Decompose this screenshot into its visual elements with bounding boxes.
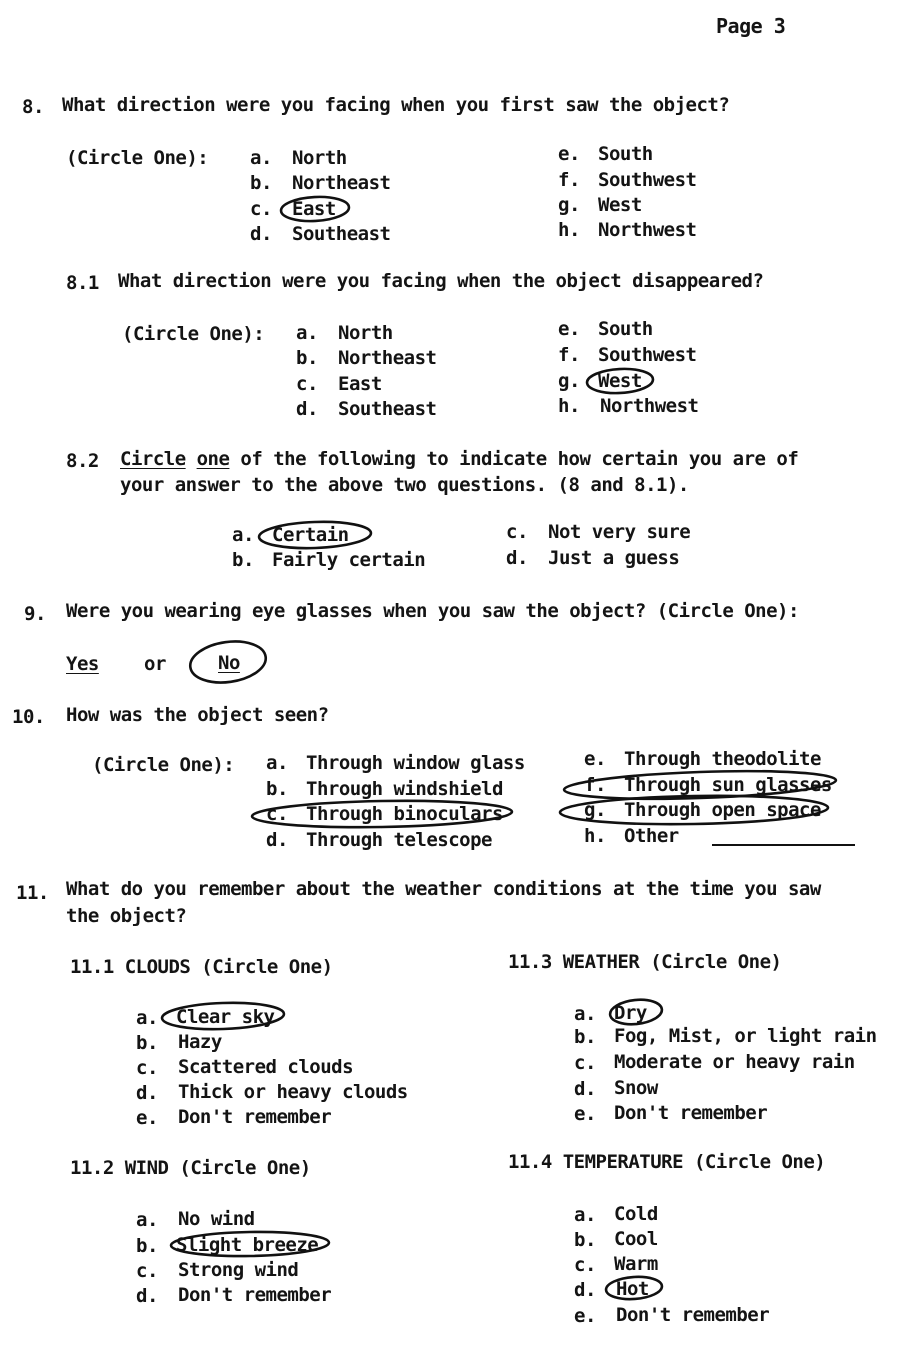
q82-opt-a-letter: a.: [232, 524, 254, 546]
q81-opt-f-letter: f.: [558, 344, 580, 366]
q11-3-opt-c[interactable]: Moderate or heavy rain: [614, 1051, 855, 1073]
q10-opt-e[interactable]: Through theodolite: [624, 748, 821, 770]
q10-opt-d-letter: d.: [266, 829, 288, 851]
q11-number: 11.: [16, 882, 49, 904]
q9-or: or: [144, 653, 166, 675]
q82-text-line2: your answer to the above two questions. (8 and 8.1).: [120, 474, 689, 496]
q11-4-opt-b-letter: b.: [574, 1229, 596, 1251]
q8-opt-h[interactable]: Northwest: [598, 219, 697, 241]
q10-number: 10.: [12, 706, 45, 728]
q10-opt-a[interactable]: Through window glass: [306, 752, 525, 774]
q82-text-rest: of the following to indicate how certain you are of: [240, 448, 799, 470]
q11-2-opt-a-letter: a.: [136, 1209, 158, 1231]
q11-4-opt-e-letter: e.: [574, 1305, 596, 1327]
q11-1-opt-c[interactable]: Scattered clouds: [178, 1056, 354, 1078]
q11-3-opt-b-letter: b.: [574, 1026, 596, 1048]
q10-opt-c-letter: c.: [266, 803, 288, 825]
q8-text: What direction were you facing when you first saw the object?: [62, 94, 730, 116]
q82-opt-d-letter: d.: [506, 547, 528, 569]
q11-4-opt-c-letter: c.: [574, 1254, 596, 1276]
q11-4-opt-a-letter: a.: [574, 1204, 596, 1226]
q81-opt-b[interactable]: Northeast: [338, 347, 437, 369]
q81-opt-b-letter: b.: [296, 347, 318, 369]
q81-opt-d[interactable]: Southeast: [338, 398, 437, 420]
q82-opt-d[interactable]: Just a guess: [548, 547, 680, 569]
q11-1-opt-e-letter: e.: [136, 1107, 158, 1129]
q10-opt-g[interactable]: Through open space: [624, 799, 821, 821]
q81-opt-e-letter: e.: [558, 318, 580, 340]
q8-opt-b[interactable]: Northeast: [292, 172, 391, 194]
q11-1-heading: 11.1 CLOUDS (Circle One): [70, 956, 333, 978]
q11-1-opt-b-letter: b.: [136, 1032, 158, 1054]
q11-4-opt-c[interactable]: Warm: [614, 1253, 658, 1275]
q11-1-opt-c-letter: c.: [136, 1057, 158, 1079]
q82-opt-c-letter: c.: [506, 521, 528, 543]
q10-opt-c[interactable]: Through binoculars: [306, 803, 503, 825]
q81-instruction: (Circle One):: [122, 323, 265, 345]
q10-opt-b[interactable]: Through windshield: [306, 778, 503, 800]
q82-opt-a[interactable]: Certain: [272, 524, 349, 546]
q8-opt-d[interactable]: Southeast: [292, 223, 391, 245]
q10-opt-e-letter: e.: [584, 748, 606, 770]
q81-opt-c-letter: c.: [296, 373, 318, 395]
q11-3-opt-e[interactable]: Don't remember: [614, 1102, 768, 1124]
q11-3-opt-d-letter: d.: [574, 1078, 596, 1100]
q8-opt-f-letter: f.: [558, 169, 580, 191]
q8-opt-c-letter: c.: [250, 198, 272, 220]
q11-3-opt-c-letter: c.: [574, 1052, 596, 1074]
q11-1-opt-a[interactable]: Clear sky: [176, 1006, 275, 1028]
q10-opt-h[interactable]: Other: [624, 825, 679, 847]
q11-3-opt-d[interactable]: Snow: [614, 1077, 658, 1099]
q11-4-opt-d-letter: d.: [574, 1279, 596, 1301]
q9-number: 9.: [24, 603, 46, 625]
q11-2-opt-b[interactable]: Slight breeze: [176, 1234, 319, 1256]
q11-1-opt-d-letter: d.: [136, 1082, 158, 1104]
q11-1-opt-e[interactable]: Don't remember: [178, 1106, 332, 1128]
q10-opt-h-letter: h.: [584, 825, 606, 847]
q11-3-opt-a[interactable]: Dry: [614, 1002, 647, 1024]
q11-1-opt-d[interactable]: Thick or heavy clouds: [178, 1081, 408, 1103]
q8-opt-e-letter: e.: [558, 143, 580, 165]
q81-number: 8.1: [66, 272, 99, 294]
q11-2-heading: 11.2 WIND (Circle One): [70, 1157, 311, 1179]
q8-opt-h-letter: h.: [558, 219, 580, 241]
q81-opt-c[interactable]: East: [338, 373, 382, 395]
q81-opt-h-letter: h.: [558, 395, 580, 417]
q8-opt-a-letter: a.: [250, 147, 272, 169]
q11-2-opt-d[interactable]: Don't remember: [178, 1284, 332, 1306]
q9-no[interactable]: No: [218, 652, 240, 674]
q11-3-heading: 11.3 WEATHER (Circle One): [508, 951, 782, 973]
q81-opt-f[interactable]: Southwest: [598, 344, 697, 366]
q10-opt-f-letter: f.: [584, 774, 606, 796]
q9-text: Were you wearing eye glasses when you saw the object? (Circle One):: [66, 600, 799, 622]
q11-3-opt-b[interactable]: Fog, Mist, or light rain: [614, 1025, 877, 1047]
q11-4-opt-b[interactable]: Cool: [614, 1228, 658, 1250]
q8-opt-f[interactable]: Southwest: [598, 169, 697, 191]
q10-opt-d[interactable]: Through telescope: [306, 829, 492, 851]
q8-number: 8.: [22, 96, 44, 118]
q11-1-opt-a-letter: a.: [136, 1007, 158, 1029]
q11-2-opt-c-letter: c.: [136, 1260, 158, 1282]
q10-opt-g-letter: g.: [584, 799, 606, 821]
q10-opt-b-letter: b.: [266, 778, 288, 800]
q8-opt-a[interactable]: North: [292, 147, 347, 169]
q11-text-line2: the object?: [66, 905, 187, 927]
q81-opt-a[interactable]: North: [338, 322, 393, 344]
q11-3-opt-a-letter: a.: [574, 1003, 596, 1025]
q8-opt-g-letter: g.: [558, 194, 580, 216]
q81-opt-h[interactable]: Northwest: [600, 395, 699, 417]
q82-text-line1: [120, 450, 798, 469]
q8-opt-e[interactable]: South: [598, 143, 653, 165]
q11-2-opt-d-letter: d.: [136, 1285, 158, 1307]
q81-opt-g-letter: g.: [558, 370, 580, 392]
q11-2-opt-c[interactable]: Strong wind: [178, 1259, 299, 1281]
q82-opt-b-letter: b.: [232, 549, 254, 571]
q81-opt-g[interactable]: West: [598, 370, 642, 392]
q11-4-opt-d[interactable]: Hot: [616, 1278, 649, 1300]
q11-2-opt-b-letter: b.: [136, 1235, 158, 1257]
q10-text: How was the object seen?: [66, 704, 329, 726]
page-number: Page 3: [716, 14, 786, 38]
q9-yes[interactable]: Yes: [66, 653, 99, 675]
q10-instruction: (Circle One):: [92, 754, 235, 776]
q81-opt-d-letter: d.: [296, 398, 318, 420]
q81-opt-e[interactable]: South: [598, 318, 653, 340]
q11-text-line1: What do you remember about the weather conditions at the time you saw: [66, 878, 821, 900]
q82-opt-b[interactable]: Fairly certain: [272, 549, 426, 571]
q81-opt-a-letter: a.: [296, 322, 318, 344]
q8-opt-g[interactable]: West: [598, 194, 642, 216]
q8-opt-c[interactable]: East: [292, 198, 336, 220]
q11-4-opt-e[interactable]: Don't remember: [616, 1304, 770, 1326]
q10-opt-a-letter: a.: [266, 752, 288, 774]
q8-opt-d-letter: d.: [250, 223, 272, 245]
q11-2-opt-a[interactable]: No wind: [178, 1208, 255, 1230]
q8-instruction: (Circle One):: [66, 147, 209, 169]
q11-4-heading: 11.4 TEMPERATURE (Circle One): [508, 1151, 826, 1173]
q82-opt-c[interactable]: Not very sure: [548, 521, 691, 543]
q81-text: What direction were you facing when the object disappeared?: [118, 270, 764, 292]
q10-opt-f[interactable]: Through sun glasses: [624, 774, 832, 796]
q11-4-opt-a[interactable]: Cold: [614, 1203, 658, 1225]
q82-one-word: one: [196, 448, 230, 470]
q8-opt-b-letter: b.: [250, 172, 272, 194]
q82-circle-word: Circle: [120, 448, 186, 470]
q11-3-opt-e-letter: e.: [574, 1103, 596, 1125]
q82-number: 8.2: [66, 450, 99, 472]
q11-1-opt-b[interactable]: Hazy: [178, 1031, 222, 1053]
